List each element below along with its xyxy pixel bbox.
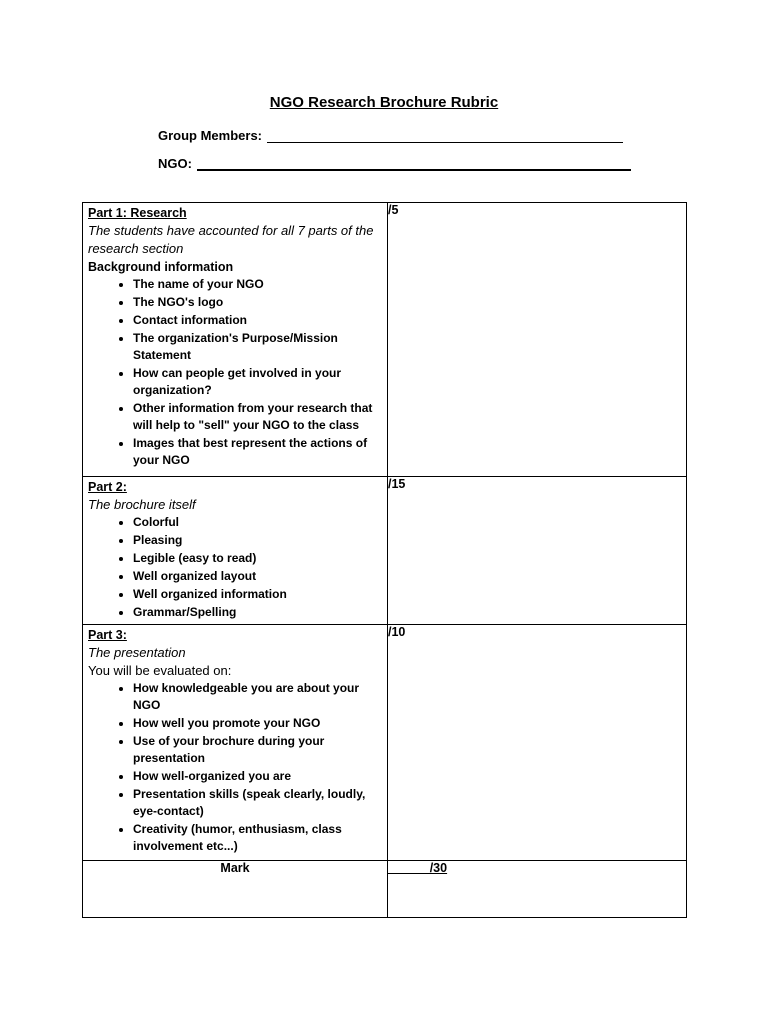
list-item: • The name of your NGO: [133, 276, 382, 293]
list-item: • Contact information: [133, 312, 382, 329]
table-row-mark: [83, 861, 687, 918]
ngo-line[interactable]: [197, 157, 631, 171]
table-row-part-3: [83, 625, 687, 861]
list-item: • How can people get involved in your organization?: [133, 365, 382, 399]
part-2-score-cell[interactable]: [388, 477, 687, 625]
list-item: • Grammar/Spelling: [133, 604, 382, 621]
part-1-criteria-list: [88, 276, 382, 469]
part-1-title: Part 1: Research: [88, 206, 187, 220]
list-item: • Creativity (humor, enthusiasm, class involvement etc...): [133, 821, 382, 855]
list-item: • Well organized layout: [133, 568, 382, 585]
list-item: • Colorful: [133, 514, 382, 531]
part-1-subheading: Background information: [88, 260, 234, 274]
list-item: • Other information from your research that will help to "sell" your NGO to the class: [133, 400, 382, 434]
list-item: • The organization's Purpose/Mission Statement: [133, 330, 382, 364]
part-3-description: The presentation: [88, 645, 186, 660]
list-item: • How well you promote your NGO: [133, 715, 382, 732]
list-item: • Presentation skills (speak clearly, loudly, eye-contact): [133, 786, 382, 820]
list-item: • How well-organized you are: [133, 768, 382, 785]
part-3-score: /10: [388, 625, 406, 639]
list-item: • Use of your brochure during your presentation: [133, 733, 382, 767]
list-item: • Legible (easy to read): [133, 550, 382, 567]
table-row-part-2: [83, 477, 687, 625]
part-2-description: The brochure itself: [88, 497, 196, 512]
ngo-field[interactable]: [158, 156, 631, 171]
mark-label: Mark: [220, 861, 250, 875]
part-2-title: Part 2:: [88, 480, 127, 494]
mark-label-cell: [83, 861, 388, 918]
part-2-score: /15: [388, 477, 406, 491]
part-3-score-cell[interactable]: [388, 625, 687, 861]
part-1-criteria-cell: [83, 203, 388, 477]
part-3-subheading: You will be evaluated on:: [88, 663, 232, 678]
part-1-score-cell[interactable]: [388, 203, 687, 477]
part-2-criteria-cell: [83, 477, 388, 625]
part-3-criteria-list: [88, 680, 382, 855]
ngo-label: NGO:: [158, 156, 192, 171]
list-item: • Images that best represent the actions of your NGO: [133, 435, 382, 469]
list-item: • How knowledgeable you are about your NGO: [133, 680, 382, 714]
part-1-description: The students have accounted for all 7 parts of the research section: [88, 223, 374, 256]
rubric-table: [82, 202, 687, 918]
part-1-score: /5: [388, 203, 399, 217]
list-item: • Pleasing: [133, 532, 382, 549]
group-members-field[interactable]: [158, 128, 623, 143]
group-members-line[interactable]: [267, 130, 623, 143]
group-members-label: Group Members:: [158, 128, 263, 143]
mark-total: ______/30: [388, 861, 448, 875]
part-2-criteria-list: [88, 514, 382, 621]
part-3-title: Part 3:: [88, 628, 127, 642]
page-title: NGO Research Brochure Rubric: [269, 94, 499, 111]
mark-total-cell[interactable]: [388, 861, 687, 918]
part-3-criteria-cell: [83, 625, 388, 861]
list-item: • Well organized information: [133, 586, 382, 603]
list-item: • The NGO's logo: [133, 294, 382, 311]
table-row-part-1: [83, 203, 687, 477]
